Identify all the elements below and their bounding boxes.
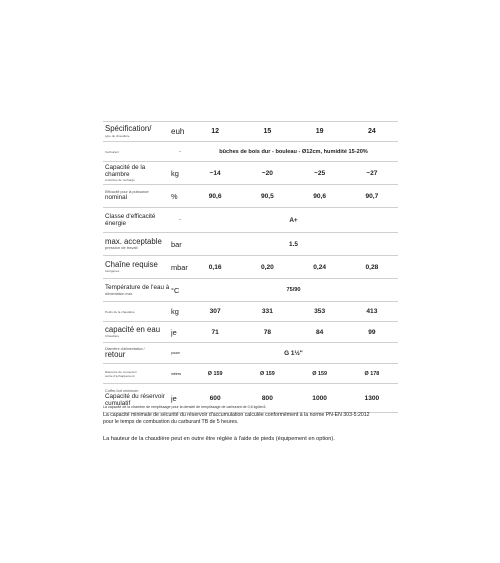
fuel-label: Carburant: [105, 149, 119, 154]
draft-value: 0,16: [189, 256, 241, 279]
water-capacity-value: 84: [294, 322, 346, 343]
table-row-weight: [103, 302, 398, 322]
water-temp-sub: alimentation max.: [105, 291, 134, 296]
footnote-height: La hauteur de la chaudière peut en outre être réglée à l'aide de pieds (équipement en option).: [103, 436, 335, 442]
buffer-sub: Coffre-fort minimum: [105, 388, 139, 393]
water-temp-label: Température de l'eau à: [105, 284, 170, 292]
water-capacity-label: capacité en eau: [105, 324, 161, 334]
water-capacity-sub: Chaudière: [105, 334, 120, 339]
footnote-chamber: La capacité de la chambre de remplissage pour la densité de remplissage de carburant de 0,6 kg/dm3.: [103, 405, 267, 409]
water-capacity-unit: je: [171, 322, 189, 343]
flue-diameter-sub: sortie d'échappement: [105, 373, 135, 378]
header-sub: type de chaudière: [105, 133, 130, 138]
buffer-unit: je: [171, 384, 189, 413]
energy-class-label-2: énergie: [105, 220, 127, 227]
weight-value: 353: [294, 302, 346, 322]
draft-value: 0,24: [294, 256, 346, 279]
chamber-unit: kg: [171, 162, 189, 185]
water-capacity-value: 78: [241, 322, 293, 343]
flue-diameter-unit: mètres: [171, 364, 189, 384]
weight-value: 307: [189, 302, 241, 322]
energy-class-label: Classe d'efficacité: [105, 212, 156, 220]
model-19: 19: [294, 122, 346, 142]
return-diameter-unit: pouce: [171, 343, 189, 364]
buffer-value: 800: [241, 384, 293, 413]
draft-unit: mbar: [171, 256, 189, 279]
efficiency-sub: Efficacité pour la puissance: [105, 190, 149, 195]
chamber-label: Capacité de la chambre: [105, 163, 146, 178]
chamber-value: ~20: [241, 162, 293, 185]
water-temp-value: 75/90: [189, 279, 398, 302]
model-12: 12: [189, 122, 241, 142]
table-row-efficiency: [103, 185, 398, 208]
chamber-sub: à bûches de recharge: [105, 178, 135, 183]
weight-unit: kg: [171, 302, 189, 322]
table-row-draft: [103, 256, 398, 279]
model-24: 24: [346, 122, 398, 142]
table-row-water-temp: [103, 279, 398, 302]
chamber-value: ~27: [346, 162, 398, 185]
header-label: Spécification/: [105, 124, 152, 134]
table-row-return-diameter: [103, 343, 398, 364]
weight-value: 331: [241, 302, 293, 322]
table-row-header: [103, 122, 398, 142]
weight-value: 413: [346, 302, 398, 322]
specification-table: [103, 121, 398, 413]
weight-label: Poids de la chaudière: [105, 309, 135, 314]
draft-sub: fumigènes: [105, 269, 120, 274]
return-diameter-label: retour: [105, 349, 126, 359]
table-row-fuel: [103, 142, 398, 162]
efficiency-unit: %: [171, 185, 189, 208]
flue-diameter-label: Diamètre de connexion: [105, 369, 137, 374]
flue-diameter-value: Ø 159: [294, 364, 346, 384]
table-row-water-capacity: [103, 322, 398, 343]
water-temp-unit: °C: [171, 279, 189, 302]
draft-value: 0,28: [346, 256, 398, 279]
efficiency-value: 90,6: [294, 185, 346, 208]
footnote-buffer-line-1: La capacité minimale de sécurité du réservoir d'accumulation calculée conformément à la norme PN-EN 303-5:2012: [103, 412, 370, 418]
chamber-value: ~25: [294, 162, 346, 185]
chamber-value: ~14: [189, 162, 241, 185]
buffer-label: Capacité du réservoir cumulatif: [105, 392, 165, 407]
water-capacity-value: 99: [346, 322, 398, 343]
header-unit: euh: [171, 122, 189, 142]
energy-class-unit: -: [171, 208, 189, 233]
buffer-value: 1000: [294, 384, 346, 413]
water-capacity-value: 71: [189, 322, 241, 343]
pressure-sub: pression de travail: [105, 245, 138, 251]
fuel-value: bûches de bois dur - bouleau - Ø12cm, humidité 15-20%: [189, 142, 398, 162]
energy-class-value: A+: [189, 208, 398, 233]
table-row-flue-diameter: [103, 364, 398, 384]
model-15: 15: [241, 122, 293, 142]
table-row-pressure: [103, 233, 398, 256]
footnote-buffer: [103, 412, 423, 426]
flue-diameter-value: Ø 178: [346, 364, 398, 384]
efficiency-label: nominal: [105, 194, 128, 202]
return-diameter-sub: Diamètre d'alimentation /: [105, 346, 145, 351]
return-diameter-value: G 1½": [189, 343, 398, 364]
table-row-energy-class: [103, 208, 398, 233]
efficiency-value: 90,6: [189, 185, 241, 208]
flue-diameter-value: Ø 159: [241, 364, 293, 384]
draft-value: 0,20: [241, 256, 293, 279]
efficiency-value: 90,5: [241, 185, 293, 208]
buffer-value: 600: [189, 384, 241, 413]
fuel-unit: -: [171, 142, 189, 162]
table-row-chamber: [103, 162, 398, 185]
pressure-label: max. acceptable: [105, 236, 162, 246]
pressure-unit: bar: [171, 233, 189, 256]
efficiency-value: 90,7: [346, 185, 398, 208]
footnote-buffer-line-2: pour le temps de combustion du carburant TB de 5 heures.: [103, 419, 239, 425]
pressure-value: 1.5: [189, 233, 398, 256]
buffer-value: 1300: [346, 384, 398, 413]
flue-diameter-value: Ø 159: [189, 364, 241, 384]
row-label: [103, 122, 171, 142]
draft-label: Chaîne requise: [105, 259, 158, 269]
